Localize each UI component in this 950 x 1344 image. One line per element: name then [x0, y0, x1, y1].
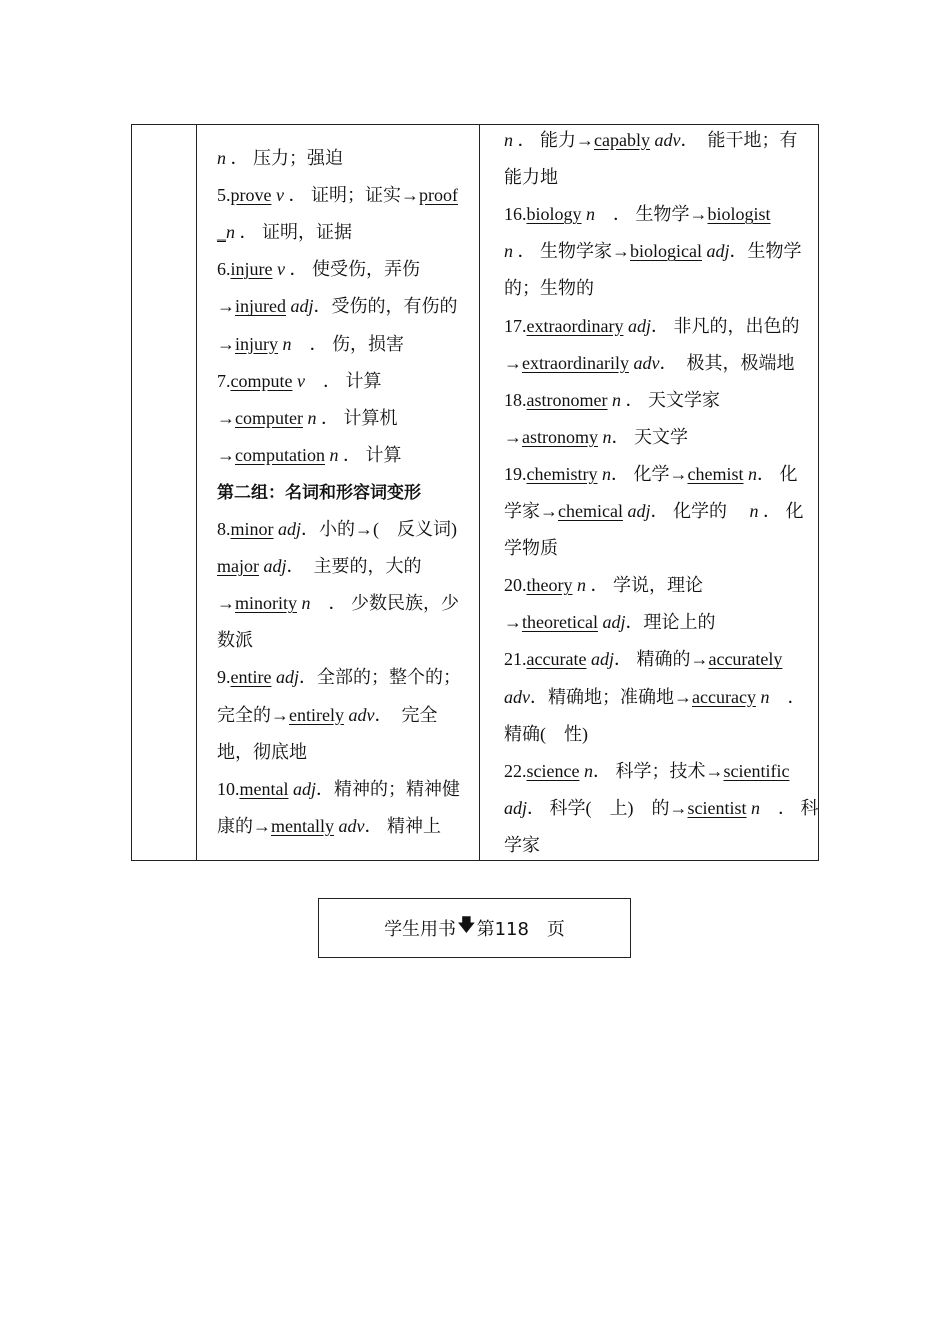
gloss-text: 5.	[217, 185, 231, 206]
vocab-line	[217, 407, 397, 429]
part-of-speech: n	[746, 797, 761, 818]
vocab-word: mentally	[271, 815, 334, 836]
gloss-text: ． 化	[758, 501, 804, 521]
book-label: 学生用书	[384, 919, 457, 940]
part-of-speech: n	[226, 222, 235, 243]
gloss-text: ． 计算	[304, 370, 382, 391]
gloss-text: ．	[769, 686, 806, 707]
vocab-word: injured	[235, 296, 286, 317]
vocab-word: astronomer	[526, 389, 608, 410]
vocab-word: astronomy	[522, 426, 598, 447]
vocab-line	[217, 666, 461, 688]
vocab-word: biological	[630, 241, 702, 262]
part-of-speech: adj	[271, 667, 299, 688]
table-column-blank	[132, 125, 197, 860]
vocab-line	[217, 555, 422, 577]
part-of-speech: adj	[623, 315, 651, 336]
gloss-text: 精确( 性)	[504, 723, 588, 744]
gloss-text: ． 生物学家→	[513, 241, 630, 262]
gloss-text: →	[217, 333, 235, 354]
vocab-line	[217, 481, 421, 504]
vocab-line	[217, 778, 460, 800]
gloss-text: 10.	[217, 778, 240, 799]
gloss-text: 的；生物的	[504, 278, 594, 299]
part-of-speech: n	[744, 501, 759, 521]
vocab-word: biology	[526, 204, 582, 225]
vocab-line	[504, 203, 771, 225]
part-of-speech: adv	[649, 130, 681, 150]
vocab-line	[504, 463, 797, 485]
gloss-text: ．生物学	[729, 241, 802, 262]
part-of-speech: v	[292, 370, 305, 391]
gloss-text: 16.	[504, 204, 527, 225]
gloss-text: →	[217, 593, 235, 614]
part-of-speech: adv	[504, 686, 530, 707]
vocab-word: _	[217, 222, 226, 243]
part-of-speech: n	[607, 389, 621, 410]
vocabulary-table	[131, 124, 819, 861]
vocab-line	[217, 629, 253, 651]
section-heading: 第二组：名词和形容词变形	[217, 482, 421, 503]
vocab-word: computation	[235, 444, 325, 465]
gloss-text: 18.	[504, 389, 527, 410]
gloss-text: ． 化	[756, 463, 798, 484]
vocab-line	[217, 741, 307, 763]
part-of-speech: adv	[343, 704, 375, 725]
vocab-word: mental	[239, 778, 289, 799]
gloss-text: 7.	[217, 370, 231, 391]
vocab-word: proof	[418, 185, 458, 206]
vocab-line	[504, 537, 558, 559]
gloss-text: →	[504, 352, 522, 373]
part-of-speech: v	[271, 185, 284, 206]
part-of-speech: n	[743, 463, 757, 484]
gloss-text: ． 主要的，大的	[286, 556, 422, 577]
vocab-word: entire	[230, 667, 272, 688]
part-of-speech: adj	[586, 649, 614, 670]
part-of-speech: adj	[597, 612, 626, 633]
part-of-speech: adj	[259, 556, 287, 577]
page-reference-box	[318, 898, 631, 958]
gloss-text: ．精神的；精神健	[316, 778, 460, 799]
gloss-text: ． 极其，极端地	[659, 352, 795, 373]
table-column-right	[480, 125, 818, 860]
gloss-text: 学物质	[504, 538, 558, 559]
vocab-line	[217, 221, 352, 243]
vocab-line	[217, 258, 420, 280]
vocab-word: injury	[235, 333, 278, 354]
gloss-text: ． 精确的→	[613, 649, 709, 670]
part-of-speech: adj	[622, 501, 651, 521]
gloss-text: 9.	[217, 667, 231, 688]
gloss-text: ． 少数民族，少	[310, 593, 459, 614]
part-of-speech: adv	[628, 352, 660, 373]
vocab-line	[217, 518, 457, 540]
vocab-line	[504, 834, 540, 856]
part-of-speech: n	[581, 204, 596, 225]
gloss-text: ． 计算机	[316, 407, 398, 428]
gloss-text: ． 证明；证实→	[283, 185, 419, 206]
part-of-speech: n	[504, 241, 513, 262]
gloss-text: 康的→	[217, 815, 271, 836]
part-of-speech: n	[324, 444, 339, 465]
gloss-text: ． 科	[760, 797, 819, 818]
vocab-line	[504, 166, 558, 188]
gloss-text: ． 伤，损害	[291, 333, 404, 354]
gloss-text: ．全部的；整个的；	[299, 667, 461, 688]
gloss-text: 数派	[217, 630, 253, 651]
vocab-word: accuracy	[692, 686, 756, 707]
gloss-text: ． 天文学	[611, 426, 688, 447]
gloss-text: →	[504, 612, 522, 633]
gloss-text: ． 完全	[374, 704, 438, 725]
gloss-text: →	[504, 426, 522, 447]
gloss-text: 能力地	[504, 167, 558, 188]
vocab-word: biologist	[707, 204, 771, 225]
vocab-line	[504, 315, 799, 337]
gloss-text: ． 科学；技术→	[592, 760, 724, 781]
part-of-speech: n	[278, 333, 292, 354]
vocab-word: scientific	[723, 760, 790, 781]
part-of-speech: adj	[701, 241, 730, 262]
part-of-speech: adj	[273, 519, 302, 539]
gloss-text: ． 科学( 上) 的→	[527, 797, 688, 818]
gloss-text: ． 证明，证据	[235, 222, 352, 243]
gloss-text: 6.	[217, 259, 231, 280]
gloss-text: ． 能干地；有	[680, 130, 798, 150]
vocab-line	[217, 444, 401, 466]
vocab-line	[504, 648, 782, 670]
part-of-speech: n	[597, 463, 611, 484]
vocab-word: theoretical	[522, 612, 598, 633]
vocab-word: accurate	[526, 649, 587, 670]
part-of-speech: n	[297, 593, 311, 614]
vocab-word: capably	[594, 130, 650, 150]
gloss-text: 完全的→	[217, 704, 289, 725]
vocab-line	[217, 333, 404, 355]
vocab-word: accurately	[708, 649, 783, 670]
vocab-line	[504, 760, 789, 782]
gloss-text: 17.	[504, 315, 527, 336]
gloss-text: ．小的→( 反义词)	[301, 519, 458, 539]
part-of-speech: adj	[286, 296, 314, 317]
gloss-text: ．精确地；准确地→	[530, 686, 692, 707]
vocab-line	[217, 184, 458, 206]
gloss-text: ． 计算	[338, 444, 402, 465]
vocab-line	[504, 352, 794, 374]
gloss-text: →	[217, 407, 235, 428]
gloss-text: ． 能力→	[513, 130, 594, 150]
gloss-text: ． 非凡的，出色的	[650, 315, 800, 336]
gloss-text: 8.	[217, 519, 231, 539]
part-of-speech: n	[755, 686, 770, 707]
part-of-speech: n	[302, 407, 317, 428]
vocab-word: extraordinary	[526, 315, 624, 336]
gloss-text: 22.	[504, 760, 527, 781]
gloss-text: 19.	[504, 463, 527, 484]
gloss-text: 地，彻底地	[217, 741, 307, 762]
vocab-line	[504, 426, 688, 448]
gloss-text: →	[217, 444, 235, 465]
vocab-line	[504, 723, 588, 745]
vocab-line	[217, 147, 343, 169]
gloss-text: ．受伤的，有伤的	[313, 296, 458, 317]
vocab-line	[504, 686, 805, 708]
gloss-text: 20.	[504, 575, 527, 596]
gloss-text: ．理论上的	[625, 612, 716, 633]
vocab-word: extraordinarily	[522, 352, 629, 373]
vocab-word: science	[526, 760, 580, 781]
vocab-word: chemical	[558, 501, 623, 521]
gloss-text: ． 化学→	[610, 463, 688, 484]
gloss-text: ． 化学的	[650, 501, 745, 521]
gloss-text: 学家	[504, 834, 540, 855]
vocab-word: entirely	[289, 704, 344, 725]
vocab-line	[504, 611, 715, 633]
table-column-left	[197, 125, 480, 860]
vocab-word: major	[217, 556, 259, 577]
part-of-speech: n	[217, 148, 226, 168]
vocab-word: minority	[235, 593, 297, 614]
gloss-text: →	[217, 296, 235, 317]
vocab-line	[217, 704, 437, 726]
gloss-text: ． 生物学→	[595, 204, 708, 225]
vocab-word: chemistry	[526, 463, 598, 484]
part-of-speech: adv	[333, 815, 365, 836]
vocab-word: injure	[230, 259, 273, 280]
vocab-word: chemist	[687, 463, 744, 484]
vocab-line	[504, 277, 594, 299]
part-of-speech: adj	[288, 778, 316, 799]
part-of-speech: n	[572, 575, 586, 596]
vocab-line	[504, 389, 720, 411]
vocab-line	[504, 129, 797, 151]
vocab-line	[504, 500, 803, 522]
gloss-text: ． 使受伤，弄伤	[285, 259, 420, 280]
vocab-word: minor	[230, 519, 274, 539]
vocab-word: scientist	[687, 797, 747, 818]
vocab-line	[217, 370, 381, 392]
vocab-line	[217, 592, 459, 614]
gloss-text: ． 压力；强迫	[226, 148, 343, 168]
part-of-speech: n	[579, 760, 593, 781]
page-number-label: 第118 页	[476, 919, 565, 940]
part-of-speech: v	[272, 259, 285, 280]
gloss-text: ． 天文学家	[620, 389, 720, 410]
vocab-line	[504, 240, 802, 262]
vocab-word: computer	[235, 407, 303, 428]
vocab-word: theory	[526, 575, 573, 596]
vocab-word: prove	[230, 185, 272, 206]
vocab-line	[504, 574, 703, 596]
vocab-word: compute	[230, 370, 293, 391]
part-of-speech: n	[598, 426, 612, 447]
down-arrow-icon: 🡇	[457, 915, 476, 936]
gloss-text: 21.	[504, 649, 527, 670]
vocab-line	[504, 797, 819, 819]
gloss-text: ． 学说，理论	[585, 575, 703, 596]
gloss-text: ． 精神上	[364, 815, 441, 836]
part-of-speech: n	[504, 130, 513, 150]
vocab-line	[217, 295, 458, 317]
vocab-line	[217, 815, 441, 837]
gloss-text: 学家→	[504, 501, 558, 521]
part-of-speech: adj	[504, 797, 528, 818]
